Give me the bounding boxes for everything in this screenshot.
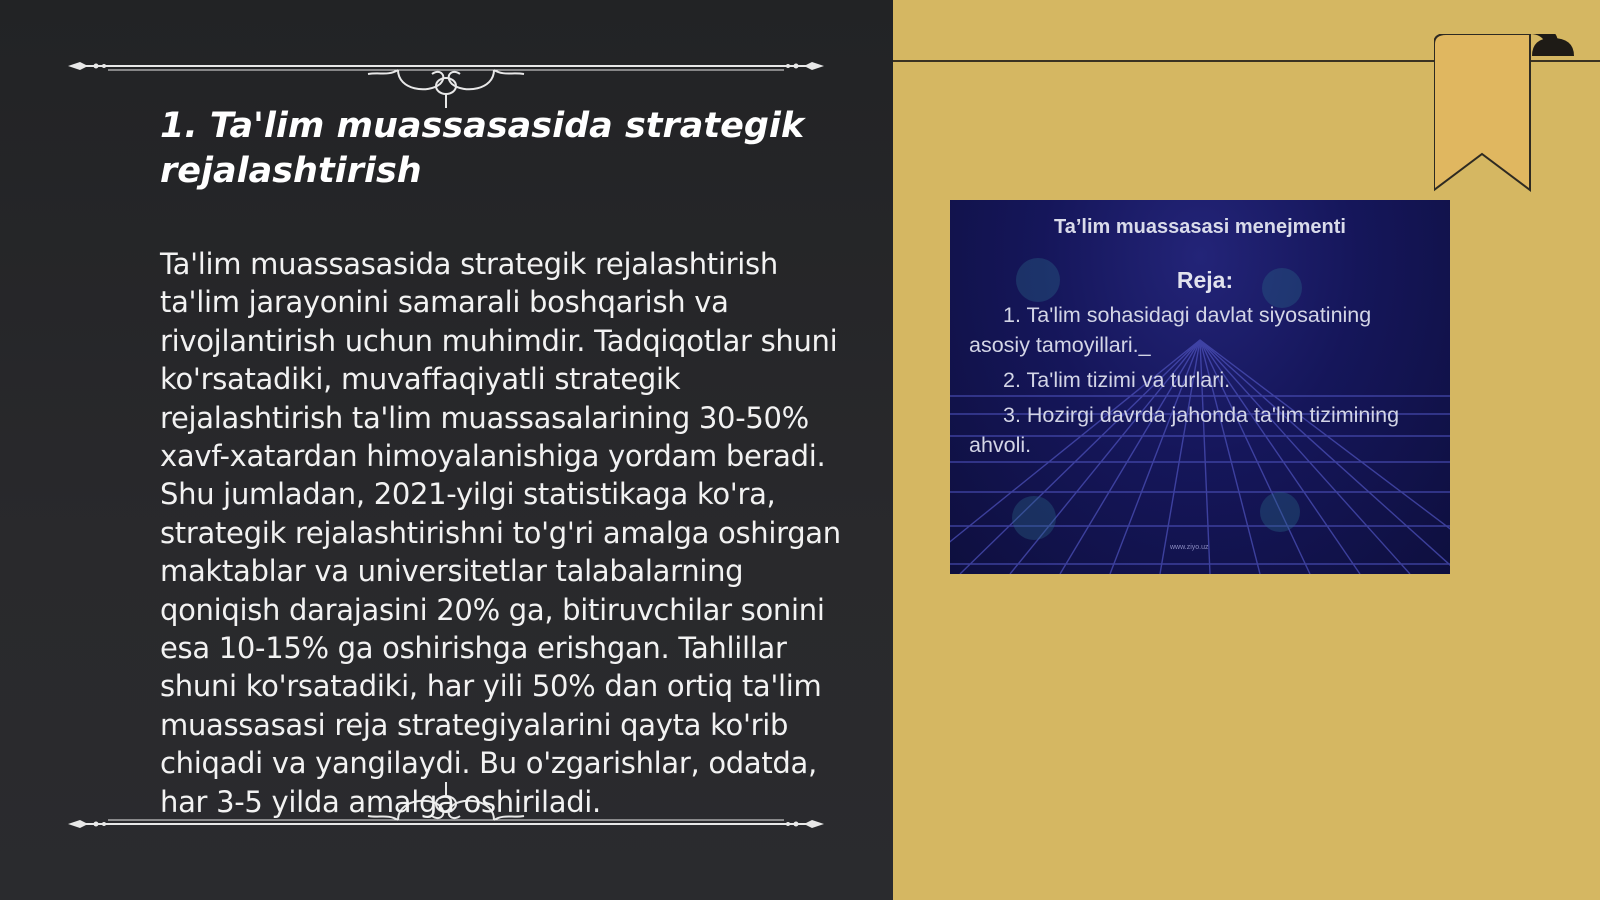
embedded-slide-item-3: 3. Hozirgi davrda jahonda ta'lim tizimining ahvoli.	[969, 403, 1400, 457]
embedded-slide-plan-label: Reja:	[1176, 267, 1234, 293]
slide-title	[160, 104, 840, 194]
slide-title-line-1: 1. Ta'lim muassasasida strategik	[160, 106, 805, 146]
embedded-slide-item-1: 1. Ta'lim sohasidagi davlat siyosatining asosiy tamoyillari._	[969, 303, 1372, 357]
embedded-slide-heading: Ta’lim muassasasi menejmenti	[1054, 216, 1346, 238]
bookmark-ribbon-icon	[1434, 34, 1594, 200]
slide-body-paragraph: Ta'lim muassasasida strategik rejalashtirish ta'lim jarayonini samarali boshqarish va rivojlantirish uchun muhimdir. Tadqiqotlar shuni ko'rsatadiki, muvaffaqiyatli strategik rejalashtirish ta'lim muassasalarining 30-50% xavf-xatardan himoyalanishiga yordam beradi. Shu jumladan, 2021-yilgi statistikaga ko'ra, strategik rejalashtirishni to'g'ri amalga oshirgan maktablar va universitetlar talabalarning qoniqish darajasini 20% ga, bitiruvchilar sonini esa 10-15% ga oshirishga erishgan. Tahlillar shuni ko'rsatadiki, har yili 50% dan ortiq ta'lim muassasasi reja strategiyalarini qayta ko'rib chiqadi va yangilaydi. Bu o'zgarishlar, odatda, har 3-5 yilda amalga oshiriladi.	[160, 247, 841, 819]
embedded-slide-item-2: 2. Ta'lim tizimi va turlari.	[1003, 368, 1231, 392]
slide-title-line-2: rejalashtirish	[160, 151, 422, 191]
top-ornament-divider	[68, 50, 824, 110]
embedded-slide-image	[950, 200, 1450, 574]
embedded-slide-footer: www.ziyo.uz	[1170, 544, 1209, 551]
